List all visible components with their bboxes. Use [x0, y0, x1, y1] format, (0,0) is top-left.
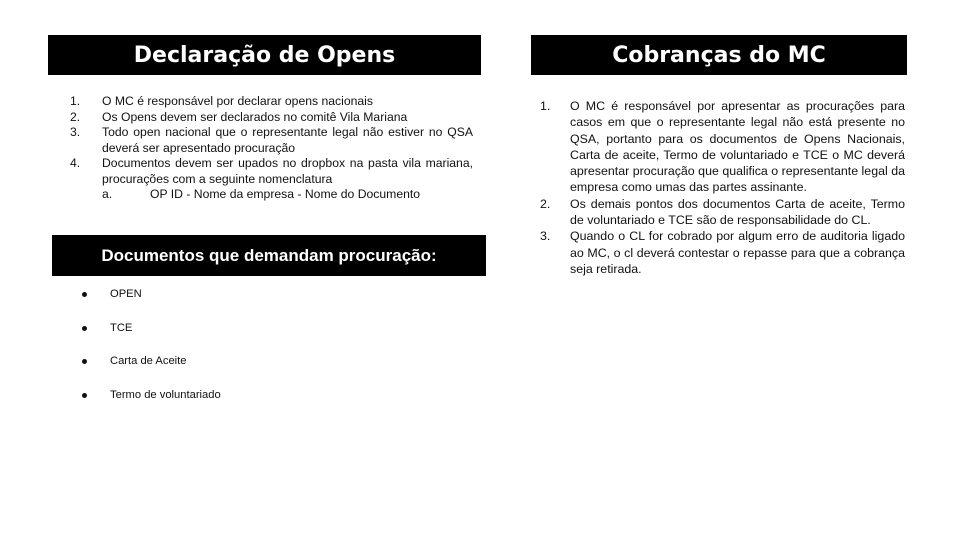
declaracao-opens-list [70, 94, 473, 203]
bullet-icon [82, 292, 87, 297]
cobrancas-mc-title [531, 35, 907, 75]
list-item: 2. Os demais pontos dos documentos Carta de aceite, Termo de voluntariado e TCE são de responsabilidade do CL. [540, 196, 905, 228]
cobrancas-mc-list [540, 98, 905, 277]
list-item: 2. Os Opens devem ser declarados no comitê Vila Mariana [70, 109, 408, 124]
list-item: 3. Todo open nacional que o representante legal não estiver no QSA deverá ser apresentado procuração [70, 125, 473, 155]
declaracao-opens-title [48, 35, 481, 75]
documentos-procuracao-title [52, 235, 486, 276]
list-item: TCE [80, 321, 221, 355]
documentos-procuracao-title-text: Documentos que demandam procuração: [101, 245, 437, 265]
list-item: Carta de Aceite [80, 354, 221, 388]
bullet-icon [82, 326, 87, 331]
sub-list-item: a. OP ID - Nome da empresa - Nome do Documento [102, 187, 421, 201]
documentos-list [80, 287, 221, 421]
list-item: OPEN [80, 287, 221, 321]
list-item: Termo de voluntariado [80, 388, 221, 422]
list-item: 1. O MC é responsável por declarar opens nacionais [70, 94, 373, 108]
list-item: 4. Documentos devem ser upados no dropbox na pasta vila mariana, procurações com a seguinte nomenclatura a. OP ID - Nome da empresa - Nome do Documento [70, 156, 473, 201]
declaracao-opens-title-text: Declaração de Opens [133, 42, 396, 68]
list-item: 1. O MC é responsável por apresentar as procurações para casos em que o representante legal não está presente no QSA, portanto para os documentos de Opens Nacionais, Carta de aceite, Termo de voluntariado e TCE o MC deverá apresentar procuração que qualifica o representante legal da empresa como umas das partes assinante. [540, 99, 905, 195]
bullet-icon [82, 393, 87, 398]
bullet-icon [82, 359, 87, 364]
list-item: 3. Quando o CL for cobrado por algum erro de auditoria ligado ao MC, o cl deverá contestar o repasse para que a cobrança seja retirada. [540, 229, 905, 276]
cobrancas-mc-title-text: Cobranças do MC [612, 42, 826, 68]
